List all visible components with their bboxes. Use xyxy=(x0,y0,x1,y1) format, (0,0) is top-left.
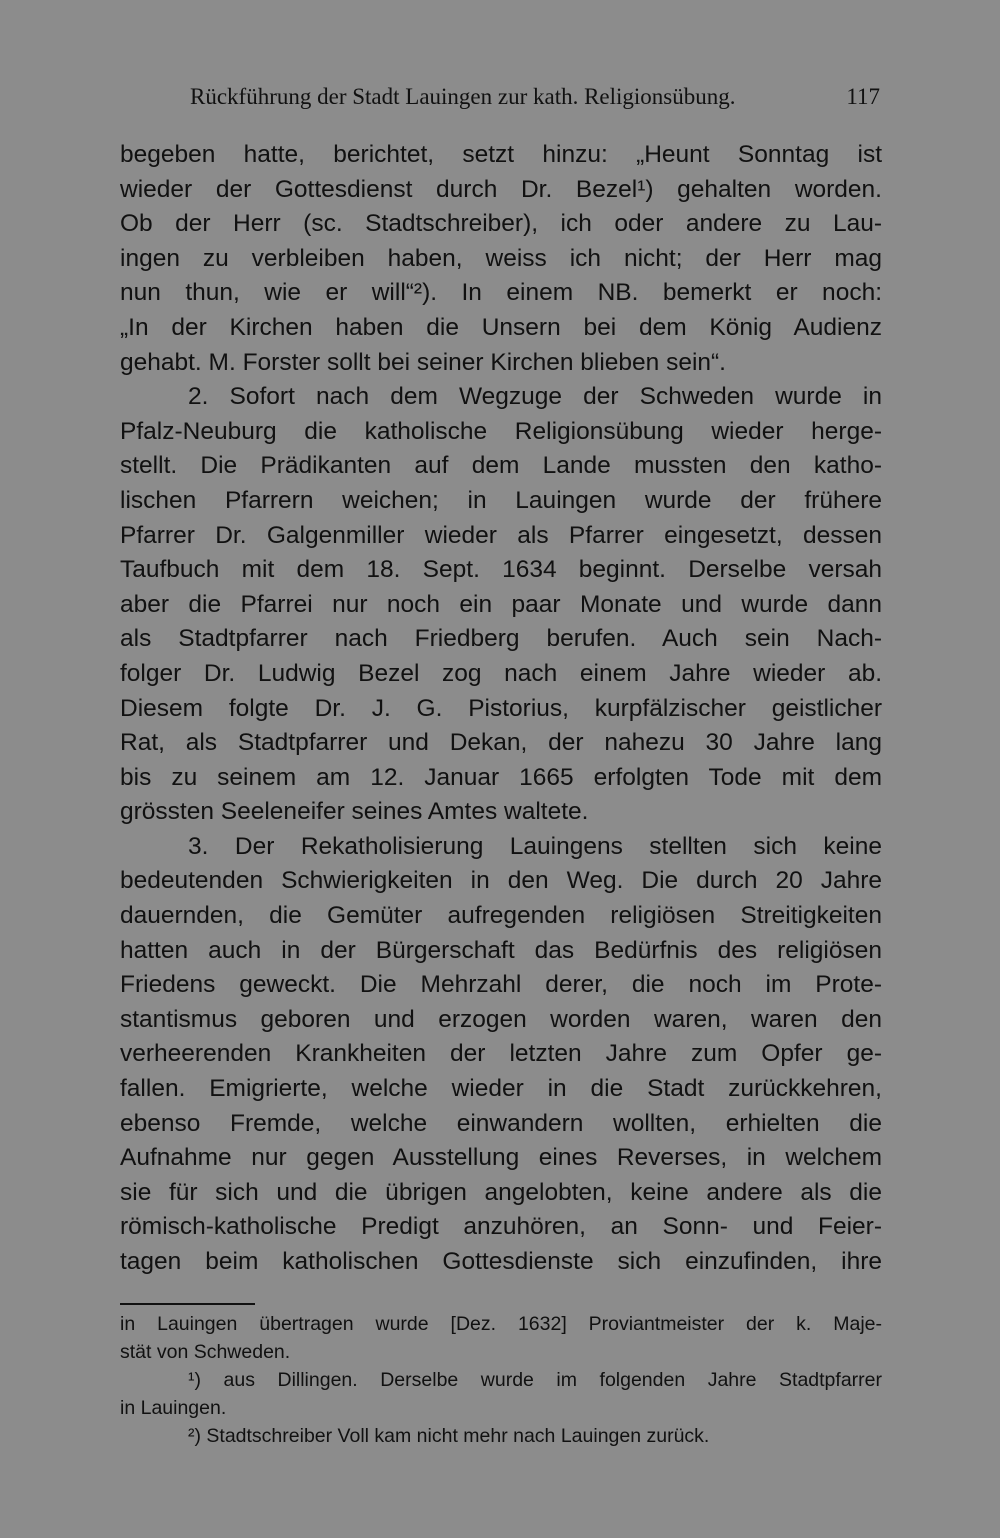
body-line: lischen Pfarrern weichen; in Lauingen wurde der frühere xyxy=(120,486,882,514)
page-number: 117 xyxy=(846,84,880,109)
body-line: begeben hatte, berichtet, setzt hinzu: „Heunt Sonntag ist xyxy=(120,141,882,168)
footnote-line: ²) Stadtschreiber Voll kam nicht mehr nach Lauingen zurück. xyxy=(188,1425,710,1447)
running-header xyxy=(190,80,880,114)
body-line: folger Dr. Ludwig Bezel zog nach einem Jahre wieder ab. xyxy=(120,659,882,687)
body-line: Friedens geweckt. Die Mehrzahl derer, die noch im Prote- xyxy=(120,971,882,999)
body-line: römisch-katholische Predigt anzuhören, an Sonn- und Feier- xyxy=(120,1213,882,1241)
body-line: Aufnahme nur gegen Ausstellung eines Reverses, in welchem xyxy=(120,1144,882,1172)
body-line: wieder der Gottesdienst durch Dr. Bezel¹) gehalten worden. xyxy=(120,175,882,203)
body-line: grössten Seeleneifer seines Amtes waltete. xyxy=(120,798,589,826)
body-line: fallen. Emigrierte, welche wieder in die Stadt zurückkehren, xyxy=(120,1075,882,1103)
footnote-line: in Lauingen. xyxy=(120,1397,227,1419)
body-line: Diesem folgte Dr. J. G. Pistorius, kurpfälzischer geistlicher xyxy=(120,694,882,722)
body-line: Pfalz-Neuburg die katholische Religionsübung wieder herge- xyxy=(120,417,882,445)
body-line: Pfarrer Dr. Galgenmiller wieder als Pfarrer eingesetzt, dessen xyxy=(120,521,882,549)
body-line: „In der Kirchen haben die Unsern bei dem König Audienz xyxy=(120,313,882,341)
body-text xyxy=(120,138,882,1280)
body-line: bedeutenden Schwierigkeiten in den Weg. Die durch 20 Jahre xyxy=(120,867,882,895)
footnotes xyxy=(120,1310,882,1450)
body-line: dauernden, die Gemüter aufregenden religiösen Streitigkeiten xyxy=(120,902,882,930)
body-line: ebenso Fremde, welche einwandern wollten, erhielten die xyxy=(120,1109,882,1137)
body-line: 3. Der Rekatholisierung Lauingens stellten sich keine xyxy=(188,832,882,860)
body-line: verheerenden Krankheiten der letzten Jahre zum Opfer ge- xyxy=(120,1040,882,1068)
body-line: gehabt. M. Forster sollt bei seiner Kirchen blieben sein“. xyxy=(120,348,726,376)
header-title: Rückführung der Stadt Lauingen zur kath. Religionsübung. xyxy=(190,84,736,109)
body-line: stellt. Die Prädikanten auf dem Lande mussten den katho- xyxy=(120,452,882,480)
body-line: bis zu seinem am 12. Januar 1665 erfolgten Tode mit dem xyxy=(120,763,882,791)
footnote-line: stät von Schweden. xyxy=(120,1341,291,1363)
body-line: tagen beim katholischen Gottesdienste sich einzufinden, ihre xyxy=(120,1248,882,1275)
footnote-line: ¹) aus Dillingen. Derselbe wurde im folgenden Jahre Stadtpfarrer xyxy=(188,1369,882,1391)
footnote-divider xyxy=(120,1303,255,1305)
body-line: ingen zu verbleiben haben, weiss ich nicht; der Herr mag xyxy=(120,244,882,272)
footnote-line: in Lauingen übertragen wurde [Dez. 1632] Proviantmeister der k. Maje- xyxy=(120,1313,882,1335)
body-line: Taufbuch mit dem 18. Sept. 1634 beginnt. Derselbe versah xyxy=(120,556,882,584)
body-line: Ob der Herr (sc. Stadtschreiber), ich oder andere zu Lau- xyxy=(120,210,882,238)
body-line: sie für sich und die übrigen angelobten, keine andere als die xyxy=(120,1178,882,1206)
body-line: hatten auch in der Bürgerschaft das Bedürfnis des religiösen xyxy=(120,936,882,964)
body-line: aber die Pfarrei nur noch ein paar Monate und wurde dann xyxy=(120,590,882,618)
body-line: nun thun, wie er will“²). In einem NB. bemerkt er noch: xyxy=(120,279,882,307)
body-line: Rat, als Stadtpfarrer und Dekan, der nahezu 30 Jahre lang xyxy=(120,729,882,757)
body-line: als Stadtpfarrer nach Friedberg berufen. Auch sein Nach- xyxy=(120,625,882,653)
body-line: stantismus geboren und erzogen worden waren, waren den xyxy=(120,1005,882,1033)
body-line: 2. Sofort nach dem Wegzuge der Schweden wurde in xyxy=(188,383,882,411)
